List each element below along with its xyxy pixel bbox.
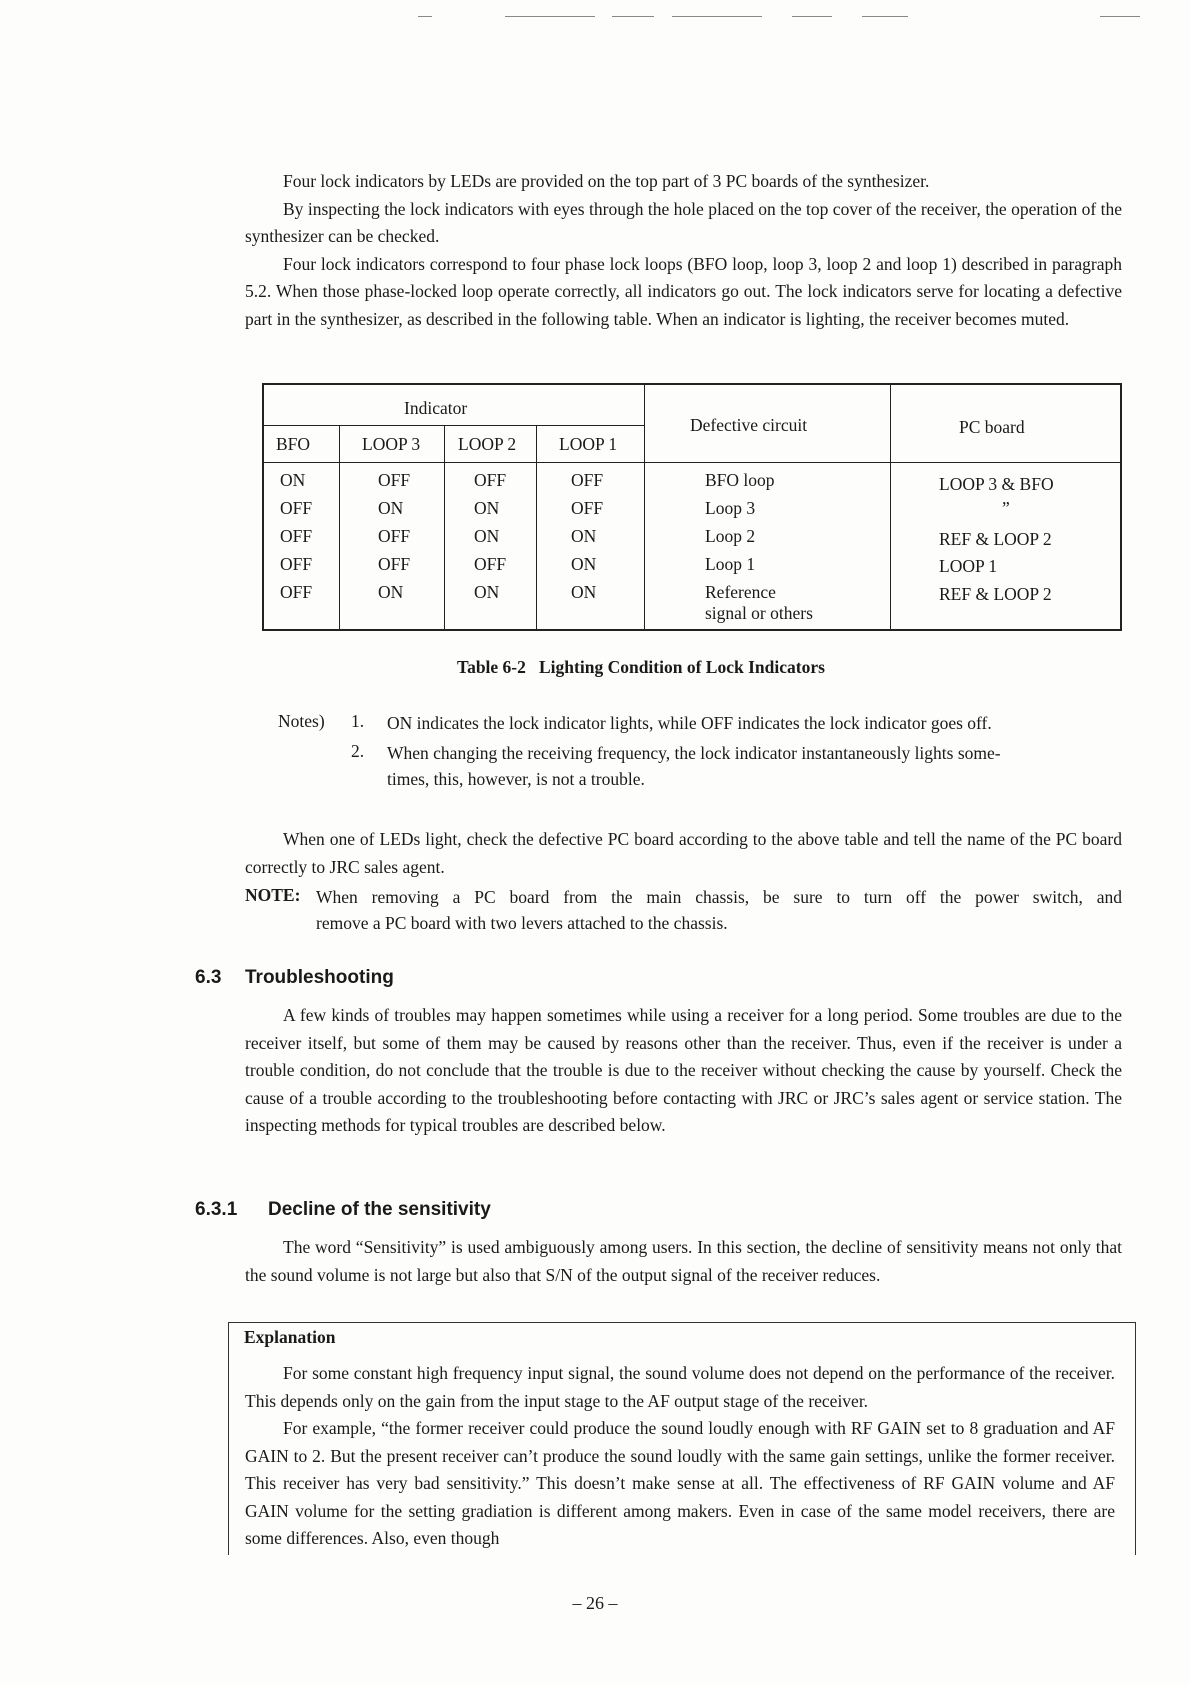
lock-indicator-table: [262, 383, 1122, 631]
cell-r1-loop2: OFF: [474, 470, 507, 490]
cell-r3-loop3: OFF: [378, 526, 411, 546]
header-pc-board: PC board: [959, 417, 1025, 437]
top-rule: [418, 16, 432, 17]
intro-paragraph-2: By inspecting the lock indicators with eyes through the hole placed on the top cover of the receiver, the operation of the synthesizer can be checked.: [245, 198, 1122, 246]
cell-r5-loop2: ON: [474, 582, 500, 602]
section-6-3-1-number: 6.3.1: [195, 1199, 238, 1220]
explanation-paragraph-1: For some constant high frequency input signal, the sound volume does not depend on the performance of the receiver. This depends only on the gain from the input stage to the AF output stage of the receiver.: [245, 1363, 1115, 1411]
indicator-group-header: Indicator: [404, 398, 468, 418]
note-label: NOTE:: [245, 885, 301, 905]
section-6-3-body: [245, 1002, 1122, 1140]
cell-r4-loop1: ON: [571, 554, 597, 574]
header-bfo: BFO: [276, 434, 311, 454]
section-6-3-number: 6.3: [195, 967, 222, 988]
top-rule: [505, 16, 595, 17]
cell-r5-loop3: ON: [378, 582, 404, 602]
intro-section: [245, 168, 1122, 333]
top-rule: [672, 16, 762, 17]
section-6-3-title: Troubleshooting: [245, 967, 394, 988]
table-vline: [644, 385, 645, 629]
page-number: – 26 –: [572, 1593, 618, 1613]
cell-r3-loop2: ON: [474, 526, 500, 546]
cell-r4-bfo: OFF: [280, 554, 313, 574]
note-2-text-cont: times, this, however, is not a trouble.: [387, 769, 645, 789]
cell-r2-loop3: ON: [378, 498, 404, 518]
troubleshooting-paragraph: A few kinds of troubles may happen sometimes while using a receiver for a long period. Some troubles are due to the receiver itself, but some of them may be caused by reasons other than the receiver. Thus, even if the receiver is under a trouble condition, do not conclude that the trouble is due to the receiver without checking the cause by yourself. Check the cause of a trouble according to the troubleshooting before contacting with JRC or JRC’s sales agent or service station. The inspecting methods for typical troubles are described below.: [245, 1005, 1122, 1135]
cell-r1-board: LOOP 3 & BFO: [939, 474, 1054, 494]
cell-r4-loop3: OFF: [378, 554, 411, 574]
notes-label: Notes): [278, 711, 325, 731]
cell-r5-board: REF & LOOP 2: [939, 584, 1052, 604]
intro-paragraph-3: Four lock indicators correspond to four phase lock loops (BFO loop, loop 3, loop 2 and loop 1) described in paragraph 5.2. When those phase-locked loop operate correctly, all indicators go out. The lock indicators serve for locating a defective part in the synthesizer, as described in the following table. When an indicator is lighting, the receiver becomes muted.: [245, 253, 1122, 329]
intro-paragraph-1: Four lock indicators by LEDs are provided on the top part of 3 PC boards of the synthesizer.: [283, 171, 930, 191]
note-2-number: 2.: [351, 741, 365, 761]
cell-r2-loop1: OFF: [571, 498, 604, 518]
cell-r4-circuit: Loop 1: [705, 554, 756, 574]
cell-r1-bfo: ON: [280, 470, 306, 490]
cell-r1-loop3: OFF: [378, 470, 411, 490]
cell-r3-loop1: ON: [571, 526, 597, 546]
defective-board-paragraph: When one of LEDs light, check the defective PC board according to the above table and tell the name of the PC board correctly to JRC sales agent.: [245, 829, 1122, 877]
header-loop1: LOOP 1: [559, 434, 618, 454]
top-rule: [1100, 16, 1140, 17]
cell-r1-circuit: BFO loop: [705, 470, 775, 490]
explanation-paragraph-2: For example, “the former receiver could produce the sound loudly enough with RF GAIN set to 8 graduation and AF GAIN to 2. But the present receiver can’t produce the sound loudly with the same gain settings, unlike the former receiver. This receiver has very bad sensitivity.” This doesn’t make sense at all. The effectiveness of RF GAIN volume and AF GAIN volume for the setting gradiation is different among makers. Even in case of the same model receivers, there are some differences. Also, even though: [245, 1418, 1115, 1548]
cell-r5-circuit: Reference: [705, 582, 776, 602]
cell-r2-loop2: ON: [474, 498, 500, 518]
table-hline: [264, 425, 644, 426]
explanation-title: Explanation: [244, 1327, 336, 1347]
note-text-cont: remove a PC board with two levers attached to the chassis.: [316, 913, 728, 933]
cell-r5-bfo: OFF: [280, 582, 313, 602]
note-text: When removing a PC board from the main chassis, be sure to turn off the power switch, and: [316, 887, 1122, 907]
table-caption: Table 6-2 Lighting Condition of Lock Indicators: [457, 657, 825, 677]
cell-r4-loop2: OFF: [474, 554, 507, 574]
header-loop2: LOOP 2: [458, 434, 517, 454]
note-2-text: When changing the receiving frequency, the lock indicator instantaneously lights some-: [387, 743, 1001, 763]
table-vline: [444, 425, 445, 629]
top-rule: [612, 16, 654, 17]
note-1-number: 1.: [351, 711, 365, 731]
cell-r1-loop1: OFF: [571, 470, 604, 490]
cell-r2-circuit: Loop 3: [705, 498, 756, 518]
top-rule: [792, 16, 832, 17]
cell-r5-loop1: ON: [571, 582, 597, 602]
table-header-rule: [264, 462, 1120, 463]
section-6-3-1-body: [245, 1234, 1122, 1289]
note-1-text: ON indicates the lock indicator lights, while OFF indicates the lock indicator goes off.: [387, 713, 992, 733]
section-6-3-1-title: Decline of the sensitivity: [268, 1199, 491, 1220]
sensitivity-paragraph: The word “Sensitivity” is used ambiguously among users. In this section, the decline of sensitivity means not only that the sound volume is not large but also that S/N of the output signal of the receiver reduces.: [245, 1237, 1122, 1285]
cell-r4-board: LOOP 1: [939, 556, 998, 576]
header-defective-circuit: Defective circuit: [690, 415, 808, 435]
explanation-body: [245, 1360, 1115, 1553]
top-rule: [862, 16, 908, 17]
after-notes-section: [245, 826, 1122, 881]
cell-r5-circuit-cont: signal or others: [705, 603, 813, 623]
table-vline: [536, 425, 537, 629]
cell-r3-bfo: OFF: [280, 526, 313, 546]
header-loop3: LOOP 3: [362, 434, 421, 454]
cell-r2-board: ”: [1002, 498, 1010, 518]
cell-r3-board: REF & LOOP 2: [939, 529, 1052, 549]
cell-r3-circuit: Loop 2: [705, 526, 756, 546]
table-vline: [339, 425, 340, 629]
cell-r2-bfo: OFF: [280, 498, 313, 518]
table-vline: [890, 385, 891, 629]
